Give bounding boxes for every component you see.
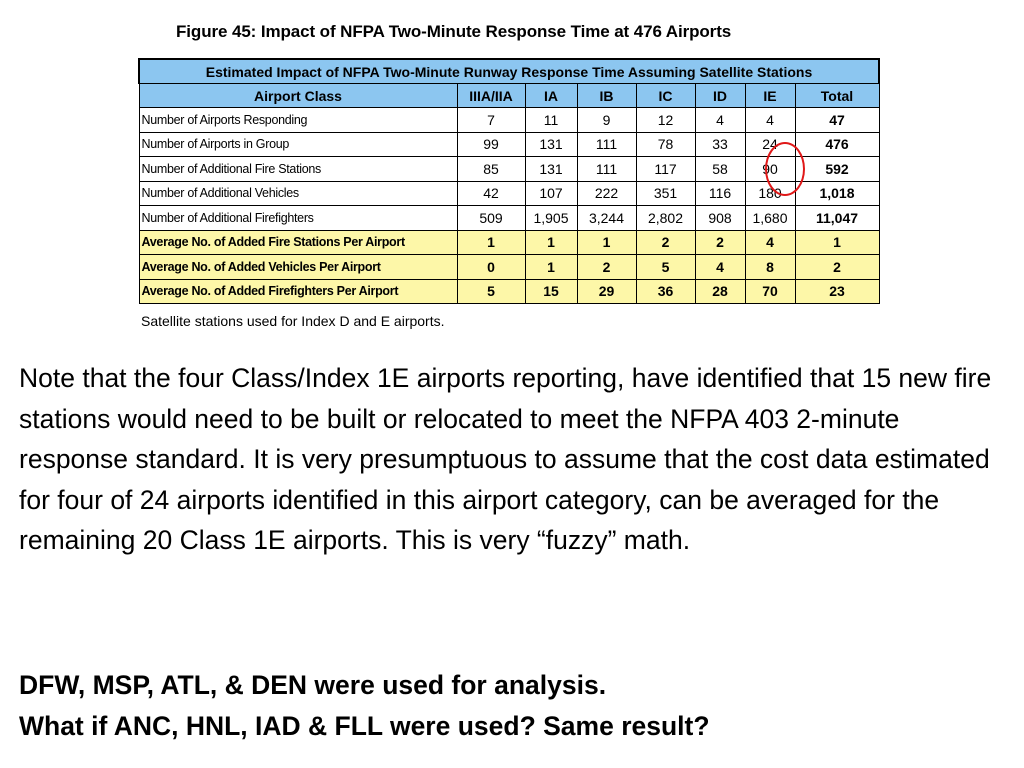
table-row — [139, 255, 879, 280]
table-cell: 908 — [695, 206, 745, 231]
table-cell: 107 — [525, 181, 577, 206]
table-cell: 9 — [577, 108, 636, 133]
table-cell: 2 — [577, 255, 636, 280]
table-row — [139, 157, 879, 182]
row-label: Average No. of Added Vehicles Per Airport — [139, 255, 457, 280]
row-label: Number of Airports in Group — [139, 132, 457, 157]
table-cell: 90 — [745, 157, 795, 182]
table-cell: 5 — [457, 279, 525, 304]
column-header: IB — [577, 84, 636, 108]
table-cell: 111 — [577, 157, 636, 182]
table-cell: 1 — [577, 230, 636, 255]
total-cell: 1,018 — [795, 181, 879, 206]
table-row — [139, 279, 879, 304]
table-cell: 29 — [577, 279, 636, 304]
table-row — [139, 230, 879, 255]
table-cell: 3,244 — [577, 206, 636, 231]
table-row — [139, 108, 879, 133]
table-cell: 1,680 — [745, 206, 795, 231]
table-cell: 36 — [636, 279, 695, 304]
table-cell: 5 — [636, 255, 695, 280]
table-cell: 7 — [457, 108, 525, 133]
total-cell: 476 — [795, 132, 879, 157]
table-header-row — [139, 84, 879, 108]
table-cell: 4 — [695, 108, 745, 133]
table-cell: 70 — [745, 279, 795, 304]
bold-line-question: What if ANC, HNL, IAD & FLL were used? Same result? — [19, 710, 710, 741]
row-label: Average No. of Added Fire Stations Per Airport — [139, 230, 457, 255]
table-cell: 180 — [745, 181, 795, 206]
table-body — [139, 108, 879, 304]
table-cell: 351 — [636, 181, 695, 206]
table-cell: 2 — [695, 230, 745, 255]
column-header: IC — [636, 84, 695, 108]
column-header: IA — [525, 84, 577, 108]
impact-table — [138, 58, 880, 304]
row-label: Average No. of Added Firefighters Per Airport — [139, 279, 457, 304]
table-cell: 2,802 — [636, 206, 695, 231]
total-cell: 592 — [795, 157, 879, 182]
table-cell: 131 — [525, 157, 577, 182]
column-header: Total — [795, 84, 879, 108]
table-cell: 4 — [745, 230, 795, 255]
table-cell: 1 — [457, 230, 525, 255]
table-cell: 24 — [745, 132, 795, 157]
table-cell: 509 — [457, 206, 525, 231]
total-cell: 1 — [795, 230, 879, 255]
table-banner: Estimated Impact of NFPA Two-Minute Runway Response Time Assuming Satellite Stations — [139, 59, 879, 84]
table-cell: 78 — [636, 132, 695, 157]
table-cell: 58 — [695, 157, 745, 182]
table-cell: 15 — [525, 279, 577, 304]
column-header: IE — [745, 84, 795, 108]
table-row — [139, 181, 879, 206]
bold-line-analysis: DFW, MSP, ATL, & DEN were used for analysis. — [19, 670, 607, 700]
table-cell: 1,905 — [525, 206, 577, 231]
body-paragraph: Note that the four Class/Index 1E airports reporting, have identified that 15 new fire stations would need to be built or relocated to meet the NFPA 403 2-minute response standard. It is very presumptuous to assume that the cost data estimated for four of 24 airports identified in this airport category, can be averaged for the remaining 20 Class 1E airports. This is very “fuzzy” math. — [19, 363, 992, 555]
row-label: Number of Airports Responding — [139, 108, 457, 133]
table-cell: 28 — [695, 279, 745, 304]
table-cell: 11 — [525, 108, 577, 133]
table-cell: 117 — [636, 157, 695, 182]
total-cell: 47 — [795, 108, 879, 133]
row-label: Number of Additional Fire Stations — [139, 157, 457, 182]
table-cell: 85 — [457, 157, 525, 182]
table-cell: 131 — [525, 132, 577, 157]
row-label: Number of Additional Firefighters — [139, 206, 457, 231]
table-cell: 42 — [457, 181, 525, 206]
table-cell: 0 — [457, 255, 525, 280]
row-label: Number of Additional Vehicles — [139, 181, 457, 206]
table-cell: 8 — [745, 255, 795, 280]
table-cell: 33 — [695, 132, 745, 157]
table-cell: 2 — [636, 230, 695, 255]
table-cell: 4 — [695, 255, 745, 280]
total-cell: 2 — [795, 255, 879, 280]
table-banner-row — [139, 59, 879, 84]
total-cell: 23 — [795, 279, 879, 304]
table-cell: 1 — [525, 255, 577, 280]
column-header: Airport Class — [139, 84, 457, 108]
column-header: ID — [695, 84, 745, 108]
table-cell: 12 — [636, 108, 695, 133]
table-cell: 222 — [577, 181, 636, 206]
table-row — [139, 206, 879, 231]
table-row — [139, 132, 879, 157]
impact-table-container — [138, 58, 878, 304]
column-header: IIIA/IIA — [457, 84, 525, 108]
table-footnote: Satellite stations used for Index D and E airports. — [141, 313, 445, 329]
table-cell: 111 — [577, 132, 636, 157]
bold-questions — [19, 665, 1009, 746]
table-cell: 4 — [745, 108, 795, 133]
table-cell: 1 — [525, 230, 577, 255]
table-cell: 99 — [457, 132, 525, 157]
table-cell: 116 — [695, 181, 745, 206]
total-cell: 11,047 — [795, 206, 879, 231]
figure-title: Figure 45: Impact of NFPA Two-Minute Response Time at 476 Airports — [176, 22, 732, 41]
